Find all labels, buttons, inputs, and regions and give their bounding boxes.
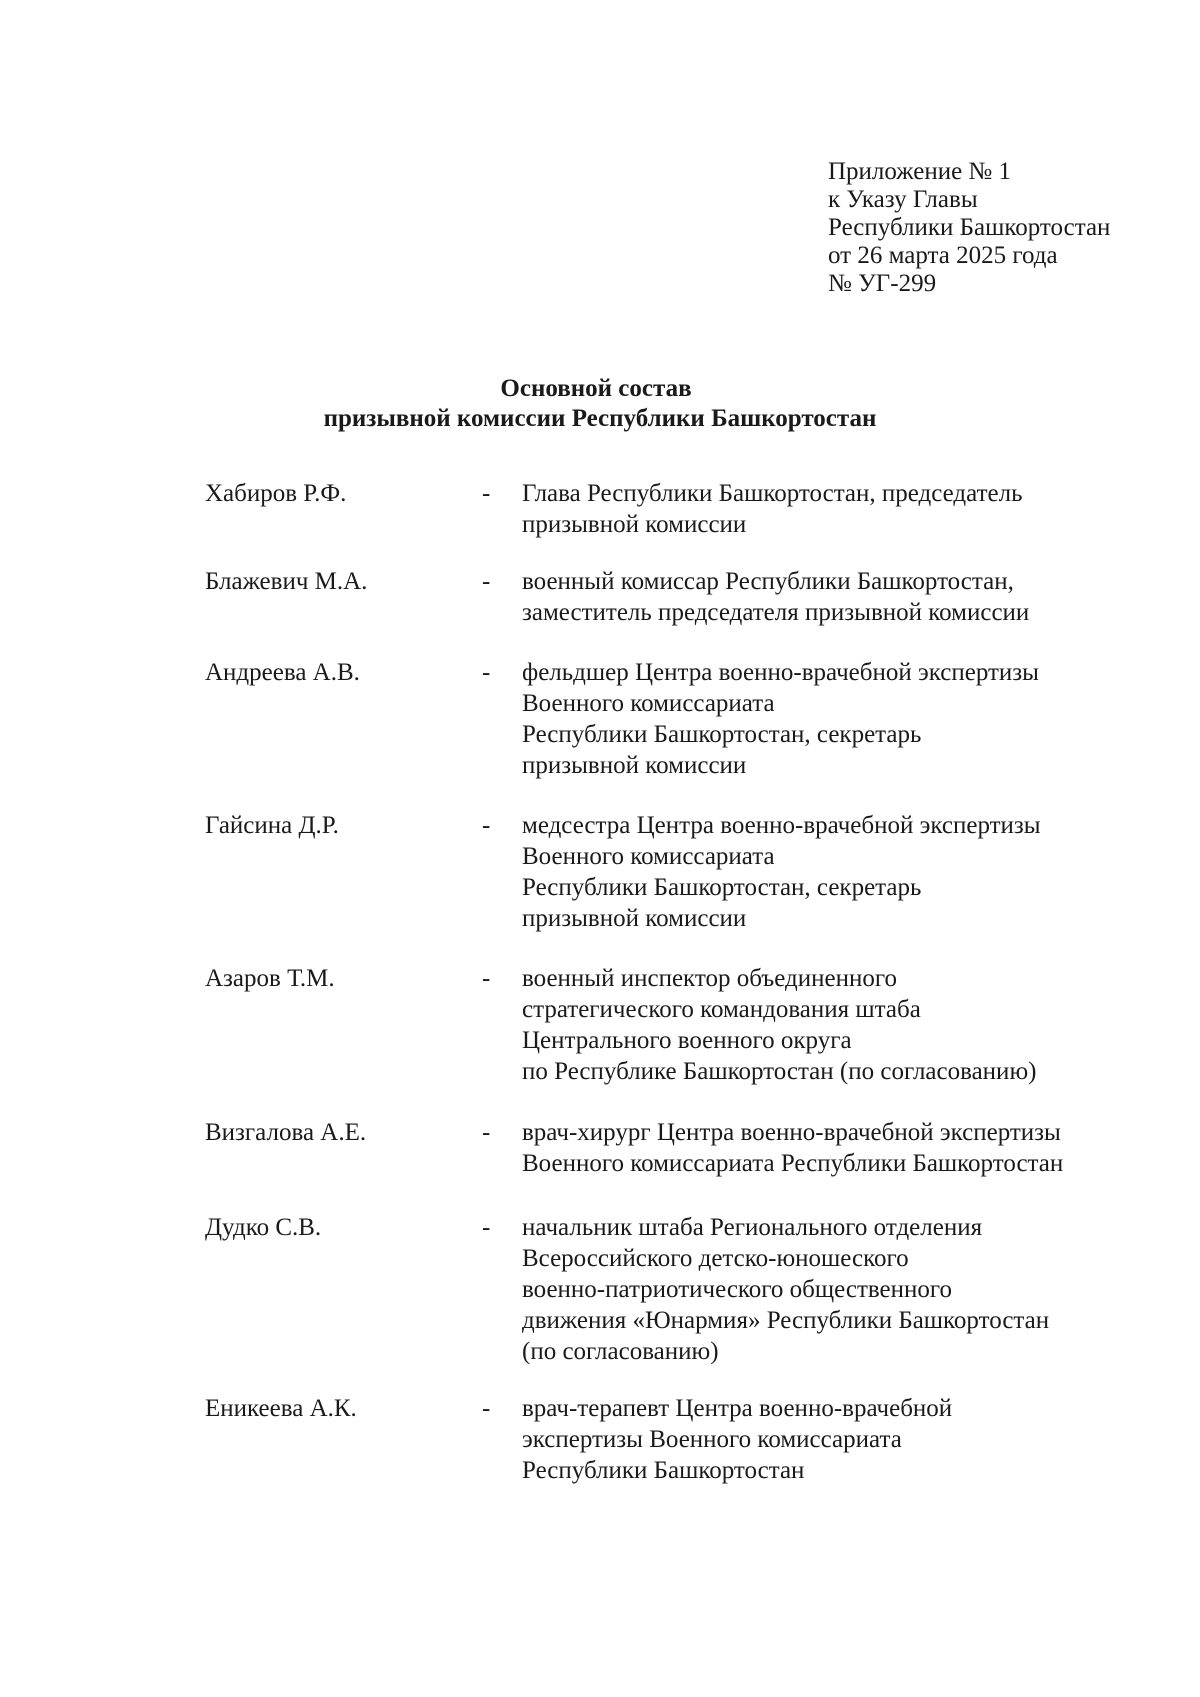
member-role xyxy=(522,1393,1142,1486)
separator-dash: - xyxy=(482,1119,491,1146)
member-role xyxy=(522,810,1142,934)
member-role xyxy=(522,657,1142,781)
role-line: медсестра Центра военно-врачебной экспертизы xyxy=(522,812,1041,839)
role-line: заместитель председателя призывной комиссии xyxy=(522,599,1030,626)
member-name: Блажевич М.А. xyxy=(205,568,368,595)
role-line: военный комиссар Республики Башкортостан, xyxy=(522,568,1014,595)
role-line: Глава Республики Башкортостан, председатель xyxy=(522,480,1023,507)
role-line: призывной комиссии xyxy=(522,511,747,538)
role-line: стратегического командования штаба xyxy=(522,996,921,1023)
member-name: Еникеева А.К. xyxy=(205,1395,357,1422)
role-line: врач-терапевт Центра военно-врачебной xyxy=(522,1395,953,1422)
title-line: Основной состав xyxy=(500,375,692,402)
role-line: военный инспектор объединенного xyxy=(522,965,897,992)
separator-dash: - xyxy=(482,965,491,992)
role-line: (по согласованию) xyxy=(522,1338,719,1365)
appendix-line: Приложение № 1 xyxy=(828,158,1012,185)
role-line: Центрального военного округа xyxy=(522,1027,852,1054)
member-name: Визгалова А.Е. xyxy=(205,1119,367,1146)
role-line: движения «Юнармия» Республики Башкортостан xyxy=(522,1307,1050,1334)
role-line: Республики Башкортостан, секретарь xyxy=(522,874,922,901)
separator-dash: - xyxy=(482,659,491,686)
title-line: призывной комиссии Республики Башкортостан xyxy=(323,405,877,432)
member-name: Хабиров Р.Ф. xyxy=(205,480,347,507)
role-line: призывной комиссии xyxy=(522,905,747,932)
role-line: Всероссийского детско-юношеского xyxy=(522,1245,909,1272)
member-role xyxy=(522,1117,1142,1179)
role-line: Военного комиссариата xyxy=(522,690,775,717)
member-role xyxy=(522,1212,1142,1367)
member-name: Гайсина Д.Р. xyxy=(205,812,339,839)
role-line: экспертизы Военного комиссариата xyxy=(522,1426,902,1453)
role-line: фельдшер Центра военно-врачебной экспертизы xyxy=(522,659,1039,686)
separator-dash: - xyxy=(482,1395,491,1422)
appendix-line: № УГ-299 xyxy=(828,270,937,297)
separator-dash: - xyxy=(482,1214,491,1241)
member-name: Андреева А.В. xyxy=(205,659,360,686)
member-role xyxy=(522,566,1142,628)
role-line: призывной комиссии xyxy=(522,752,747,779)
role-line: Военного комиссариата xyxy=(522,843,775,870)
member-role xyxy=(522,963,1142,1087)
separator-dash: - xyxy=(482,568,491,595)
member-role xyxy=(522,478,1142,540)
separator-dash: - xyxy=(482,812,491,839)
appendix-line: от 26 марта 2025 года xyxy=(828,242,1058,269)
appendix-line: Республики Башкортостан xyxy=(828,214,1111,241)
separator-dash: - xyxy=(482,480,491,507)
role-line: Военного комиссариата Республики Башкортостан xyxy=(522,1150,1064,1177)
member-name: Азаров Т.М. xyxy=(205,965,335,992)
role-line: начальник штаба Регионального отделения xyxy=(522,1214,983,1241)
member-name: Дудко С.В. xyxy=(205,1214,322,1241)
role-line: Республики Башкортостан, секретарь xyxy=(522,721,922,748)
role-line: Республики Башкортостан xyxy=(522,1457,805,1484)
appendix-line: к Указу Главы xyxy=(828,186,978,213)
role-line: военно-патриотического общественного xyxy=(522,1276,953,1303)
role-line: по Республике Башкортостан (по согласованию) xyxy=(522,1058,1037,1085)
role-line: врач-хирург Центра военно-врачебной экспертизы xyxy=(522,1119,1061,1146)
